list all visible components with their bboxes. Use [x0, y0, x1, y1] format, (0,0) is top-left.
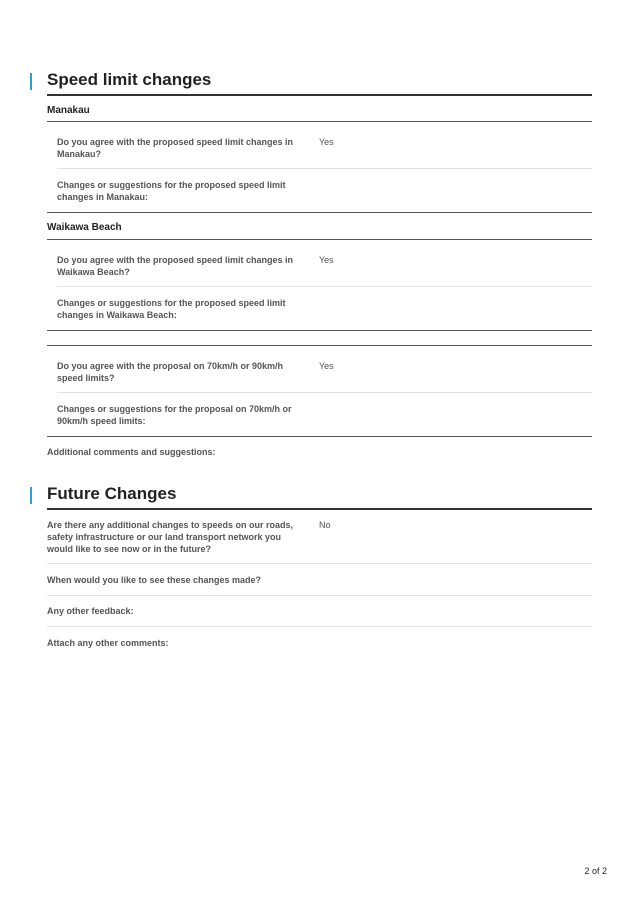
group-divider	[47, 436, 592, 437]
question-other-feedback: Any other feedback:	[47, 606, 134, 616]
group-divider	[47, 345, 592, 346]
section-rule	[47, 508, 592, 510]
group-divider	[47, 212, 592, 213]
question-waikawa-suggestions: Changes or suggestions for the proposed speed limit changes in Waikawa Beach:	[57, 298, 286, 320]
group-divider	[47, 330, 592, 331]
row-divider	[47, 626, 592, 627]
question-manakau-agree: Do you agree with the proposed speed limit changes in Manakau?	[57, 137, 294, 159]
group-title-manakau: Manakau	[47, 105, 90, 116]
section-title: Speed limit changes	[47, 70, 212, 89]
section-title: Future Changes	[47, 484, 177, 503]
row-divider	[47, 563, 592, 564]
page-number: 2 of 2	[584, 866, 607, 876]
row-divider	[57, 392, 592, 393]
row-divider	[57, 286, 592, 287]
group-title-waikawa-beach: Waikawa Beach	[47, 222, 122, 233]
section-accent-bar	[30, 487, 32, 504]
answer-manakau-agree: Yes	[319, 137, 334, 147]
question-70-90-agree: Do you agree with the proposal on 70km/h or 90km/h speed limits?	[57, 361, 284, 383]
question-waikawa-agree: Do you agree with the proposed speed limit changes in Waikawa Beach?	[57, 255, 294, 277]
question-70-90-suggestions: Changes or suggestions for the proposal on 70km/h or 90km/h speed limits:	[57, 404, 292, 426]
question-future-additional-changes: Are there any additional changes to speeds on our roads, safety infrastructure or our land transport network you would like to see now or in the future?	[47, 520, 294, 554]
section-rule	[47, 94, 592, 96]
section-accent-bar	[30, 73, 32, 90]
row-divider	[57, 168, 592, 169]
question-manakau-suggestions: Changes or suggestions for the proposed speed limit changes in Manakau:	[57, 180, 286, 202]
group-divider	[47, 121, 592, 122]
answer-70-90-agree: Yes	[319, 361, 334, 371]
row-divider	[47, 595, 592, 596]
question-attach-comments: Attach any other comments:	[47, 638, 169, 648]
answer-waikawa-agree: Yes	[319, 255, 334, 265]
section-heading-future-changes	[30, 484, 592, 512]
group-divider	[47, 239, 592, 240]
section-heading-speed-limit-changes	[30, 70, 592, 98]
answer-future-additional-changes: No	[319, 520, 331, 530]
question-future-when: When would you like to see these changes made?	[47, 575, 262, 585]
question-additional-comments: Additional comments and suggestions:	[47, 447, 216, 457]
